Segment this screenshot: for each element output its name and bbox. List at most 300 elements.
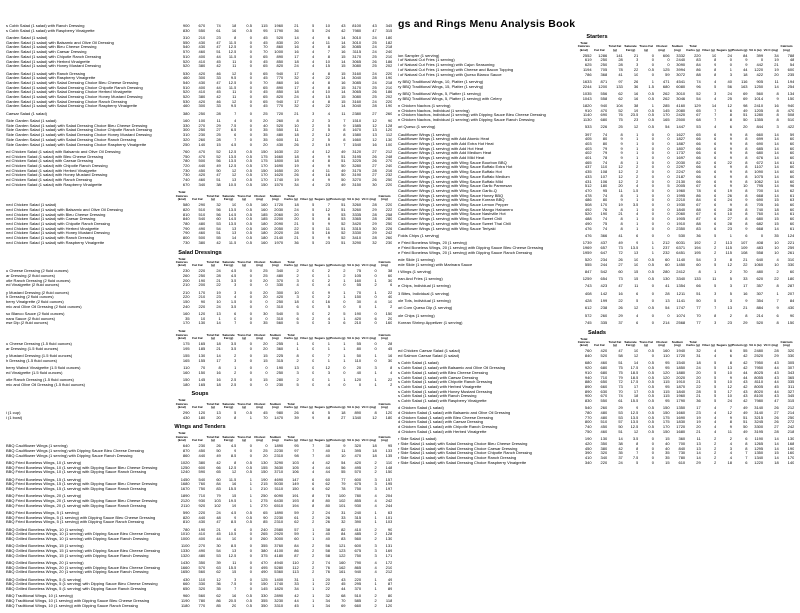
value-cell: 8 — [745, 203, 748, 208]
value-cell: 5 — [714, 284, 717, 289]
value-cell: 109 — [740, 245, 748, 250]
value-cell: 9 — [714, 63, 717, 68]
value-cell: 9 — [636, 241, 639, 246]
value-cell: 2310 — [274, 520, 284, 525]
value-cell: 53 — [341, 212, 346, 217]
value-cell: 3072 — [676, 72, 686, 77]
value-cell: 83 — [696, 58, 701, 63]
value-cell: 250 — [182, 142, 190, 147]
item-name: Folds Chips (1 serving) — [398, 233, 440, 238]
row-group — [6, 269, 394, 288]
value-cell: 212 — [385, 149, 393, 154]
value-cell: 3 — [636, 58, 639, 63]
value-cell: 0 — [249, 561, 252, 566]
table-header — [6, 258, 394, 268]
value-cell: 1 — [249, 503, 252, 508]
value-cell: 14 — [774, 141, 779, 146]
value-cell: 2297 — [676, 165, 686, 170]
column-header: Calcium (mg) — [378, 402, 391, 410]
table-row — [6, 554, 394, 559]
column-header: Fiber (g) — [702, 344, 715, 348]
value-cell: 0 — [651, 137, 654, 142]
value-cell: 25 — [372, 54, 377, 59]
item-name: Caesar Salad (1 salad) — [6, 111, 47, 116]
item-name: BBQ Grilled Boneless Wings, 10 (1 serving) — [6, 527, 84, 532]
value-cell: 2060 — [676, 212, 686, 217]
value-cell: 3.5 — [230, 341, 237, 346]
value-cell: 1.5 — [648, 84, 654, 89]
value-cell: 556 — [600, 91, 608, 96]
value-cell: 2 — [296, 269, 299, 274]
value-cell: 0.5 — [648, 429, 654, 434]
item-name: s Cobb Salad (1 salad) — [398, 361, 439, 366]
value-cell: 2050 — [274, 226, 284, 231]
value-cell: 7 — [714, 117, 717, 122]
value-cell: 7 — [234, 587, 237, 592]
table-row — [6, 570, 394, 575]
item-name: Cauliflower Wings (1 serving) with Wing Sauce Sweet Thai Chili — [398, 221, 511, 226]
value-cell: 95 — [665, 384, 670, 389]
value-cell: 16 — [231, 28, 237, 33]
value-cell: 19 — [325, 142, 330, 147]
value-cell: 5 — [714, 384, 717, 389]
value-cell: 492 — [584, 207, 592, 212]
value-cell: 0.5 — [246, 24, 252, 28]
row-group — [6, 444, 394, 458]
value-cell: 4 — [390, 370, 393, 375]
value-cell: 0 — [249, 453, 252, 458]
value-cell: 24 — [372, 71, 377, 76]
value-cell: 4 — [327, 283, 330, 288]
value-cell: 743 — [584, 284, 592, 289]
value-cell: 1 — [651, 79, 654, 84]
value-cell: 50 — [743, 425, 748, 430]
item-name: Garden Salad (1 salad) with Caesar Dressing — [6, 50, 87, 55]
value-cell: 685 — [756, 146, 764, 151]
value-cell: 12 — [727, 103, 732, 108]
value-cell: 0 — [249, 59, 252, 64]
value-cell: 86 — [696, 67, 701, 72]
value-cell: 20 — [263, 290, 268, 295]
section-title: Salad Dressings — [178, 249, 222, 256]
value-cell: 0 — [667, 160, 670, 165]
value-cell: 242 — [385, 498, 393, 503]
value-cell: 21 — [618, 212, 623, 217]
value-cell: 8 — [327, 159, 330, 164]
value-cell: 34 — [294, 182, 299, 187]
column-header: Total Fat (g) — [206, 402, 220, 410]
item-name: n Chicken Nachos, Individual (1 serving) with Dipping Sauce Bleu Cheese Dressing — [398, 113, 546, 118]
value-cell: 6 — [714, 193, 717, 198]
value-cell: 750 — [354, 553, 362, 558]
value-cell: 210 — [182, 290, 190, 295]
value-cell: 460 — [198, 50, 206, 55]
value-cell: 395 — [354, 448, 362, 453]
value-cell: 160 — [338, 561, 346, 566]
column-header: Saturate Fat (g) — [222, 260, 235, 268]
value-cell: 45 — [774, 384, 779, 389]
value-cell: 60 — [789, 170, 795, 175]
value-cell: 170 — [662, 425, 670, 430]
value-cell: 11 — [325, 40, 330, 45]
value-cell: 300 — [182, 128, 190, 133]
value-cell: 1650 — [274, 168, 284, 173]
value-cell: 40 — [325, 448, 330, 453]
value-cell: 450 — [198, 168, 206, 173]
section-title: Soups — [191, 391, 209, 398]
value-cell: 25 — [372, 85, 377, 90]
value-cell: 190 — [354, 312, 362, 317]
value-cell: 74 — [602, 193, 608, 198]
value-cell: 70 — [263, 415, 268, 420]
value-cell: 35 — [774, 233, 779, 238]
value-cell: 21 — [743, 257, 748, 262]
value-cell: 62 — [618, 96, 623, 101]
value-cell: 740 — [182, 178, 190, 183]
value-cell: 28 — [216, 137, 221, 142]
value-cell: 450 — [584, 446, 592, 451]
value-cell: 45 — [263, 411, 268, 415]
value-cell: 1660 — [274, 154, 284, 159]
value-cell: 60 — [789, 141, 795, 146]
value-cell: 120 — [198, 312, 206, 317]
value-cell: 19 — [231, 503, 237, 508]
value-cell: 930 — [354, 503, 362, 508]
value-cell: 0.5 — [648, 91, 654, 96]
value-cell: 30 — [372, 226, 377, 231]
value-cell: 28 — [372, 217, 377, 222]
value-cell: 0 — [265, 365, 268, 370]
column-header: Trans Fat (g) — [237, 333, 252, 340]
value-cell: 10 — [633, 257, 639, 262]
value-cell: 54 — [665, 306, 670, 311]
value-cell: 28 — [294, 231, 299, 236]
value-cell: 8 — [390, 365, 393, 370]
value-cell: 9 — [729, 375, 732, 380]
value-cell: 220 — [385, 182, 393, 187]
value-cell: 4 — [636, 184, 639, 189]
value-cell: 2210 — [676, 198, 686, 203]
value-cell: 24 — [372, 36, 377, 40]
value-cell: 45 — [263, 36, 268, 40]
value-cell: 230 — [198, 444, 206, 449]
value-cell: 1 — [729, 233, 732, 238]
value-cell: 3040 — [352, 104, 362, 109]
value-cell: 2 — [714, 451, 717, 456]
value-cell: 12.5 — [630, 411, 639, 416]
value-cell: 10 — [727, 380, 732, 385]
value-cell: 5 — [714, 299, 717, 304]
value-cell: 2 — [729, 269, 732, 274]
value-cell: 1130 — [582, 117, 592, 122]
value-cell: 7950 — [754, 366, 764, 371]
value-cell: 606 — [662, 53, 670, 58]
value-cell: 380 — [198, 240, 206, 245]
value-cell: 50 — [356, 353, 362, 358]
value-cell: 150 — [787, 96, 795, 101]
value-cell: 4 — [374, 561, 377, 566]
value-cell: 488 — [584, 217, 592, 222]
value-cell: 45 — [341, 582, 346, 587]
value-cell: 10 — [727, 394, 732, 399]
value-cell: 24 — [727, 91, 732, 96]
item-name: Garden Salad (1 salad) with Raspberry Vinaigrette — [6, 76, 96, 81]
value-cell: 360 — [276, 346, 284, 351]
value-cell: 1 — [312, 532, 315, 537]
value-cell: 56 — [216, 207, 221, 212]
value-cell: 12.5 — [228, 149, 237, 154]
column-header: Fat Cal — [192, 439, 203, 443]
item-name: ori Corn Queso Dip (1 serving) — [398, 306, 453, 311]
value-cell: 0 — [249, 85, 252, 90]
value-cell: 8 — [327, 54, 330, 59]
value-cell: 0 — [249, 278, 252, 283]
value-cell: 130 — [662, 277, 670, 282]
item-name: Side Garden Salad (1 salad) with Salad Dressing Choice Raspberry Vinaigrette — [6, 142, 147, 147]
table-row — [398, 321, 796, 326]
value-cell: 10 — [727, 370, 732, 375]
table-row — [398, 118, 796, 123]
value-cell: 6080 — [676, 84, 686, 89]
value-cell: 17 — [633, 389, 639, 394]
value-cell: 60 — [789, 146, 795, 151]
value-cell: 56 — [727, 84, 732, 89]
value-cell: 4 — [312, 90, 315, 95]
value-cell: 4 — [296, 283, 299, 288]
value-cell: 4 — [312, 99, 315, 104]
value-cell: 3215 — [754, 415, 764, 420]
value-cell: 680 — [756, 151, 764, 156]
value-cell: 14 — [774, 441, 779, 446]
value-cell: 6 — [390, 283, 393, 288]
value-cell: 37 — [618, 455, 623, 460]
table-row — [398, 97, 796, 102]
value-cell: 84 — [341, 532, 346, 537]
row-group — [6, 528, 394, 542]
value-cell: 4 — [312, 168, 315, 173]
value-cell: 380 — [198, 460, 206, 465]
value-cell: 0.5 — [246, 520, 252, 525]
table-row — [398, 234, 796, 239]
value-cell: 12 — [618, 174, 623, 179]
value-cell: 49 — [387, 577, 393, 582]
column-header: Calcium (mg) — [378, 435, 391, 443]
value-cell: 4180 — [274, 553, 284, 558]
value-cell: 7 — [745, 455, 748, 460]
value-cell: 9 — [620, 141, 623, 146]
value-cell: 1330 — [180, 549, 190, 554]
item-name: Side Garden Salad (1 salad) with Salad Dressing Choice Ranch Dressing — [6, 137, 137, 142]
column-header: Protein (g) — [732, 344, 748, 348]
value-cell: 350 — [600, 441, 608, 446]
column-header: Fiber (g) — [300, 198, 313, 202]
value-cell: 2230 — [274, 515, 284, 520]
table-header — [6, 432, 394, 442]
value-cell: 260 — [600, 313, 608, 318]
value-cell: 1010 — [180, 532, 190, 537]
value-cell: 402 — [584, 151, 592, 156]
value-cell: 17 — [633, 384, 639, 389]
value-cell: 3.5 — [230, 304, 237, 309]
value-cell: 657 — [600, 245, 608, 250]
value-cell: 169 — [385, 549, 393, 554]
value-cell: 1 — [327, 341, 330, 346]
value-cell: 3 — [714, 91, 717, 96]
value-cell: 305 — [787, 361, 795, 366]
value-cell: 35 — [263, 133, 268, 138]
value-cell: 1 — [312, 594, 315, 599]
value-cell: 18 — [372, 453, 377, 458]
value-cell: 60 — [789, 221, 795, 226]
table-row — [6, 454, 394, 459]
value-cell: 4160 — [676, 103, 686, 108]
value-cell: 471 — [662, 79, 670, 84]
value-cell: 800 — [182, 236, 190, 241]
value-cell: 370 — [276, 278, 284, 283]
value-cell: 234 — [600, 257, 608, 262]
value-cell: 0 — [667, 170, 670, 175]
value-cell: 53 — [216, 222, 221, 226]
value-cell: 33 — [341, 515, 346, 520]
value-cell: 54 — [789, 63, 795, 68]
value-cell: 6 — [714, 226, 717, 231]
item-name: Garden Salad (1 salad) with Salad Dressing Choice Ranch Dressing — [6, 99, 127, 104]
value-cell: 0 — [651, 58, 654, 63]
value-cell: 8 — [296, 119, 299, 124]
value-cell: 1350 — [676, 406, 686, 411]
item-name: ean And Fries (1 serving) — [398, 277, 443, 282]
value-cell: 194 — [292, 503, 299, 508]
value-cell: 82 — [341, 527, 346, 532]
value-cell: 42 — [325, 460, 330, 465]
value-cell: 8 — [343, 133, 346, 138]
value-cell: 1720 — [676, 425, 686, 430]
value-cell: 550 — [182, 40, 190, 45]
value-cell: 357 — [756, 284, 764, 289]
value-cell: 330 — [276, 283, 284, 288]
row-group — [398, 361, 796, 403]
value-cell: 22 — [387, 290, 393, 295]
value-cell: 8 — [745, 165, 748, 170]
value-cell: 160 — [260, 207, 268, 212]
value-cell: 14 — [774, 137, 779, 142]
column-header: Vit A (iu) — [347, 198, 360, 202]
value-cell: 9 — [327, 222, 330, 226]
value-cell: 49 — [743, 406, 748, 411]
value-cell: 8 — [729, 117, 732, 122]
value-cell: 790 — [182, 231, 190, 236]
column-header: Vit C (mg) — [763, 344, 779, 348]
value-cell: 1697 — [676, 156, 686, 161]
value-cell: 3760 — [274, 544, 284, 549]
value-cell: 90 — [263, 515, 268, 520]
row-group — [6, 203, 394, 245]
table-row — [6, 104, 394, 109]
value-cell: 77 — [696, 306, 701, 311]
value-cell: 1 — [374, 515, 377, 520]
value-cell: 74 — [696, 79, 701, 84]
value-cell: 9 — [327, 212, 330, 217]
value-cell: 4 — [312, 163, 315, 168]
value-cell: 0 — [265, 300, 268, 305]
section — [398, 330, 796, 466]
column-header: Total Carbs (g) — [686, 341, 700, 348]
value-cell: 79 — [618, 375, 623, 380]
value-cell: 2005 — [676, 184, 686, 189]
value-cell: 3160 — [352, 99, 362, 104]
value-cell: 20 — [294, 212, 299, 217]
item-name: s Cobb Salad (1 salad) with Balsamic and Olive Oil Dressing — [398, 366, 506, 371]
item-name: BBQ Grilled Boneless Wings, 5 (1 serving) with Dipping Sauce Bleu Cheese Dressing — [6, 582, 158, 587]
value-cell: 1820 — [274, 587, 284, 592]
value-cell: 820 — [276, 64, 284, 69]
value-cell: 3080 — [352, 95, 362, 100]
item-name: d Chicken Salad (1 salad) with Bleu Cheese Dressing — [398, 415, 493, 420]
value-cell: 14 — [774, 184, 779, 189]
value-cell: 368 — [600, 72, 608, 77]
value-cell: 13 — [633, 250, 639, 255]
column-header: Cholest (mg) — [254, 402, 266, 410]
value-cell: 3 — [234, 577, 237, 582]
value-cell: 34 — [325, 603, 330, 608]
value-cell: 1430 — [180, 561, 190, 566]
value-cell: 840 — [182, 217, 190, 222]
value-cell: 2552 — [582, 53, 592, 58]
value-cell: 0 — [651, 174, 654, 179]
value-cell: 3120 — [352, 149, 362, 154]
value-cell: 320 — [354, 444, 362, 449]
value-cell: 30 — [263, 312, 268, 317]
value-cell: 700 — [756, 188, 764, 193]
value-cell: 3994 — [676, 67, 686, 72]
value-cell: 1960 — [676, 188, 686, 193]
value-cell: 171 — [385, 553, 393, 558]
value-cell: 218 — [385, 45, 393, 50]
value-cell: 242 — [787, 425, 795, 430]
value-cell: 26 — [372, 90, 377, 95]
value-cell: 24 — [294, 95, 299, 100]
value-cell: 2140 — [274, 236, 284, 241]
value-cell: 5 — [312, 24, 315, 28]
item-name: Cauliflower Wings (1 serving) with Wing Sauce Buffalo Mild — [398, 179, 503, 184]
value-cell: 380 — [198, 95, 206, 100]
value-cell: 3 — [729, 446, 732, 451]
column-header: Cholest (mg) — [254, 260, 266, 268]
value-cell: 5 — [296, 382, 299, 387]
value-cell: 11 — [232, 561, 237, 566]
value-cell: 8 — [745, 132, 748, 137]
value-cell: 780 — [678, 455, 686, 460]
table-row — [6, 347, 394, 352]
column-header: Sugars (g) — [314, 406, 330, 410]
value-cell: 240 — [385, 50, 393, 55]
value-cell: 0 — [249, 304, 252, 309]
value-cell: 28 — [665, 291, 670, 296]
value-cell: 190 — [787, 446, 795, 451]
value-cell: 96 — [696, 84, 701, 89]
value-cell: 460 — [182, 76, 190, 81]
value-cell: 28 — [696, 389, 701, 394]
section — [398, 34, 796, 326]
value-cell: 17.5 — [630, 380, 639, 385]
value-cell: 401 — [584, 156, 592, 161]
value-cell: 270 — [198, 123, 206, 128]
value-cell: 9 — [729, 203, 732, 208]
value-cell: 68 — [341, 594, 346, 599]
value-cell: 8100 — [754, 394, 764, 399]
value-cell: 11 — [232, 64, 237, 69]
value-cell: 210 — [385, 54, 393, 59]
